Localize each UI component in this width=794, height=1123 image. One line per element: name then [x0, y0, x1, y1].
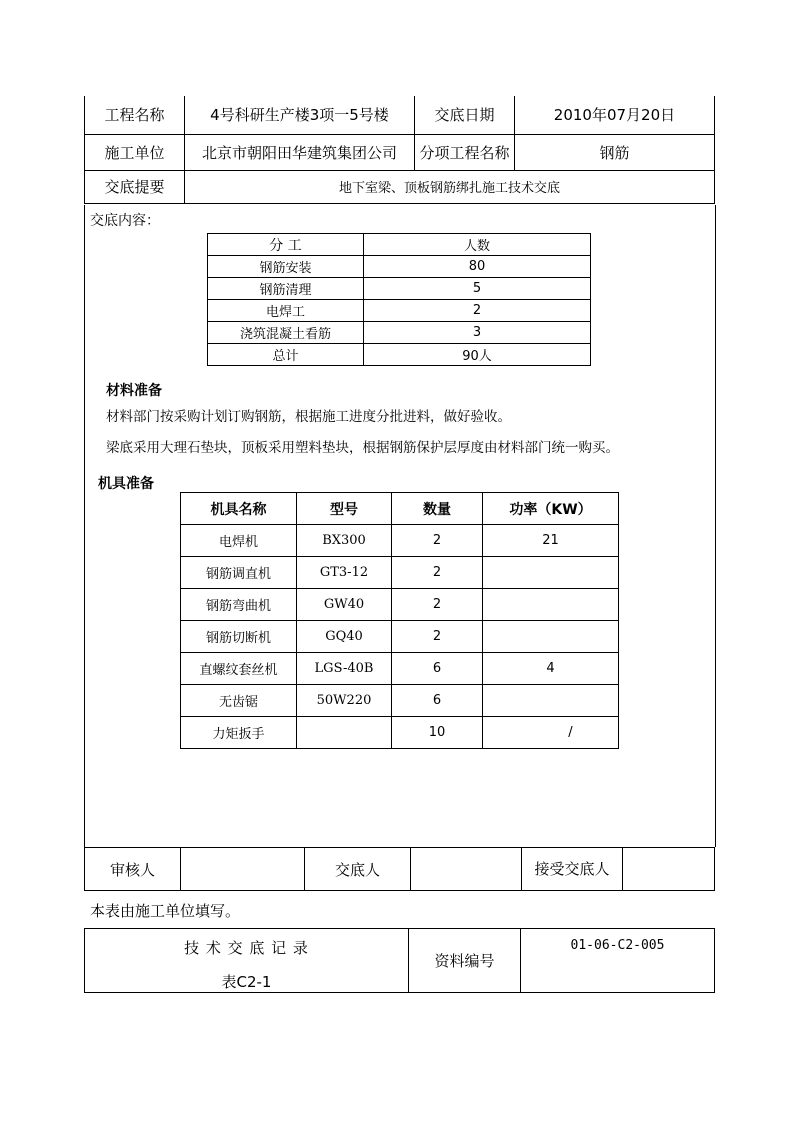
- equipment-header-model: 型号: [297, 493, 392, 525]
- table-row: [208, 234, 591, 256]
- project-name: 4号科研生产楼3项一5号楼: [185, 96, 415, 134]
- labor-role: 钢筋清理: [208, 278, 364, 300]
- equipment-name: 钢筋切断机: [181, 621, 297, 653]
- equipment-qty: 6: [392, 685, 483, 717]
- labor-role: 钢筋安装: [208, 256, 364, 278]
- equipment-name: 钢筋弯曲机: [181, 589, 297, 621]
- summary-value: 地下室梁、顶板钢筋绑扎施工技术交底: [185, 170, 715, 203]
- unit-value: 北京市朝阳田华建筑集团公司: [185, 134, 415, 170]
- equipment-qty: 6: [392, 653, 483, 685]
- labor-role: 电焊工: [208, 300, 364, 322]
- unit-label: 施工单位: [85, 134, 185, 170]
- form-title-cell: [85, 929, 409, 993]
- receiver-label: 接受交底人: [522, 848, 623, 891]
- table-row: [181, 621, 619, 653]
- equipment-title: 机具准备: [98, 476, 154, 492]
- form-title: 技 术 交 底 记 录: [184, 939, 309, 957]
- table-row: [181, 525, 619, 557]
- presenter-label: 交底人: [305, 848, 411, 891]
- sub-project-label: 分项工程名称: [414, 134, 514, 170]
- table-row: [181, 685, 619, 717]
- equipment-model: LGS-40B: [297, 653, 392, 685]
- equipment-name: 电焊机: [181, 525, 297, 557]
- equipment-qty: 2: [392, 621, 483, 653]
- labor-header-count: 人数: [364, 234, 591, 256]
- equipment-power: [483, 557, 619, 589]
- labor-role: 浇筑混凝土看筋: [208, 322, 364, 344]
- table-row: [208, 322, 591, 344]
- labor-total-label: 总计: [208, 344, 364, 366]
- materials-title: 材料准备: [106, 383, 162, 399]
- table-row: [208, 256, 591, 278]
- reviewer-field: [181, 848, 305, 891]
- summary-label: 交底提要: [85, 170, 185, 203]
- equipment-qty: 2: [392, 589, 483, 621]
- labor-count: 3: [364, 322, 591, 344]
- equipment-header-qty: 数量: [392, 493, 483, 525]
- equipment-name: 钢筋调直机: [181, 557, 297, 589]
- header-table: [84, 96, 715, 204]
- labor-count: 2: [364, 300, 591, 322]
- labor-table: [207, 233, 591, 366]
- equipment-qty: 10: [392, 717, 483, 749]
- sub-project-value: 钢筋: [514, 134, 714, 170]
- doc-no-value: 01-06-C2-005: [521, 929, 715, 993]
- reviewer-label: 审核人: [85, 848, 181, 891]
- equipment-qty: 2: [392, 557, 483, 589]
- materials-line-1: 材料部门按采购计划订购钢筋，根据施工进度分批进料，做好验收。: [106, 409, 511, 425]
- materials-line-2: 梁底采用大理石垫块，顶板采用塑料垫块，根据钢筋保护层厚度由材料部门统一购买。: [106, 440, 619, 456]
- equipment-model: 50W220: [297, 685, 392, 717]
- table-row: [181, 717, 619, 749]
- presenter-field: [411, 848, 522, 891]
- signoff-table: [84, 847, 715, 891]
- equipment-name: 力矩扳手: [181, 717, 297, 749]
- table-row: [208, 278, 591, 300]
- date-value: 2010年07月20日: [514, 96, 714, 134]
- labor-total-value: 90人: [364, 344, 591, 366]
- table-row: [181, 493, 619, 525]
- content-label: 交底内容：: [90, 213, 160, 229]
- equipment-model: BX300: [297, 525, 392, 557]
- labor-count: 5: [364, 278, 591, 300]
- equipment-name: 无齿锯: [181, 685, 297, 717]
- equipment-header-name: 机具名称: [181, 493, 297, 525]
- equipment-name: 直螺纹套丝机: [181, 653, 297, 685]
- labor-header-role: 分 工: [208, 234, 364, 256]
- form-note: 本表由施工单位填写。: [90, 902, 241, 920]
- equipment-model: GT3-12: [297, 557, 392, 589]
- equipment-power: [483, 621, 619, 653]
- equipment-model: GQ40: [297, 621, 392, 653]
- table-row: [208, 300, 591, 322]
- equipment-power: 4: [483, 653, 619, 685]
- footer-table: [84, 928, 715, 993]
- receiver-field: [623, 848, 715, 891]
- equipment-qty: 2: [392, 525, 483, 557]
- labor-count: 80: [364, 256, 591, 278]
- equipment-power: [483, 685, 619, 717]
- equipment-model: [297, 717, 392, 749]
- equipment-model: GW40: [297, 589, 392, 621]
- doc-no-label: 资料编号: [409, 929, 521, 993]
- equipment-header-power: 功率（KW）: [483, 493, 619, 525]
- project-name-label: 工程名称: [85, 96, 185, 134]
- table-row: [181, 557, 619, 589]
- table-row: [208, 344, 591, 366]
- date-label: 交底日期: [414, 96, 514, 134]
- table-row: [181, 589, 619, 621]
- equipment-power: [483, 589, 619, 621]
- equipment-power: /: [483, 717, 619, 749]
- table-row: [181, 653, 619, 685]
- equipment-power: 21: [483, 525, 619, 557]
- form-code: 表C2-1: [221, 973, 272, 991]
- equipment-table: [180, 492, 619, 749]
